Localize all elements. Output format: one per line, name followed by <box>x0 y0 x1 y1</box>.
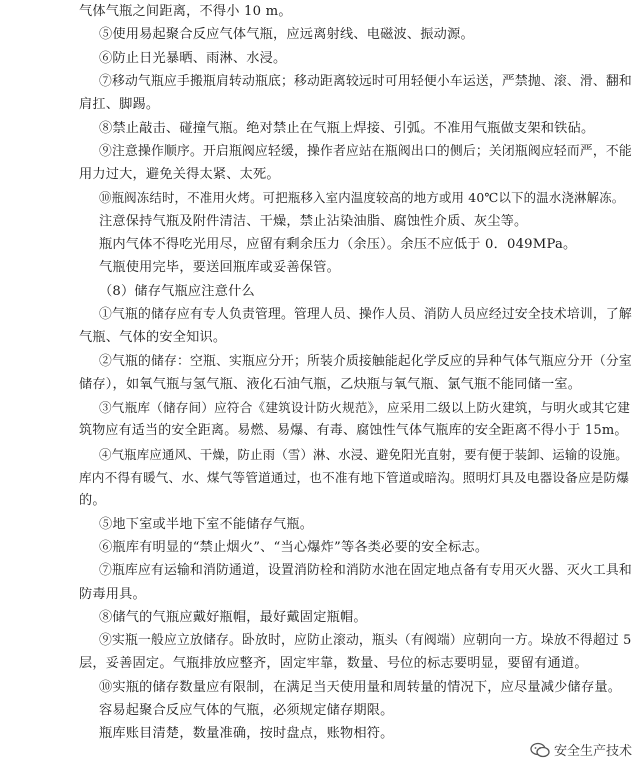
text-line: ⑨实瓶一般应立放储存。卧放时，应防止滚动，瓶头（有阀端）应朝向一方。垛放不得超过 5 <box>99 633 632 649</box>
text-line: ②气瓶的储存：空瓶、实瓶应分开；所装介质接触能起化学反应的异种气体气瓶应分开（分室 <box>99 353 632 369</box>
text-line: 注意保持气瓶及附件清洁、干燥，禁止沾染油脂、腐蚀性介质、灰尘等。 <box>99 213 528 229</box>
text-line: ⑧储气的气瓶应戴好瓶帽，最好戴固定瓶帽。 <box>99 609 367 625</box>
text-line: 库内不得有暖气、水、煤气等管道通过，也不准有地下管道或暗沟。照明灯具及电器设备应是防爆 <box>79 470 630 485</box>
text-line: 肩扛、脚踢。 <box>79 97 160 113</box>
text-line: ③气瓶库（储存间）应符合《建筑设计防火规范》，应采用二级以上防火建筑，与明火或其它建 <box>99 400 631 416</box>
text-line: ⑤使用易起聚合反应气体气瓶，应远离射线、电磁波、振动源。 <box>99 27 474 43</box>
text-line: 用力过大，避免关得太紧、太死。 <box>79 167 280 183</box>
watermark <box>530 740 632 759</box>
text-line: ⑦瓶库应有运输和消防通道，设置消防栓和消防水池在固定地点备有专用灭火器、灭火工具和 <box>99 563 632 579</box>
text-line: 瓶内气体不得吃光用尽，应留有剩余压力（余压）。余压不应低于 0．049MPa。 <box>99 237 577 252</box>
text-line: ⑧禁止敲击、碰撞气瓶。绝对禁止在气瓶上焊接、引弧。不准用气瓶做支架和铁砧。 <box>99 120 595 136</box>
text-line: ⑩实瓶的储存数量应有限制，在满足当天使用量和周转量的情况下，应尽量减少储存量。 <box>99 679 622 695</box>
text-line: ①气瓶的储存应有专人负责管理。管理人员、操作人员、消防人员应经过安全技术培训，了解 <box>99 306 632 322</box>
text-line: ⑥防止日光暴晒、雨淋、水浸。 <box>99 50 287 66</box>
text-line: ⑤地下室或半地下室不能储存气瓶。 <box>99 516 314 532</box>
section-heading: （8）储存气瓶应注意什么 <box>99 283 255 299</box>
wechat-icon <box>530 742 550 758</box>
text-line: 的。 <box>79 493 106 509</box>
text-line: ⑥瓶库有明显的“禁止烟火”、“当心爆炸”等各类必要的安全标志。 <box>99 539 489 555</box>
text-line: 气体气瓶之间距离，不得小 10 m。 <box>79 4 292 19</box>
text-line: 筑物应有适当的安全距离。易燃、易爆、有毒、腐蚀性气体气瓶库的安全距离不得小于 15m。 <box>79 423 628 439</box>
text-line: 储存），如氧气瓶与氢气瓶、液化石油气瓶，乙炔瓶与氧气瓶、氯气瓶不能同储一室。 <box>79 376 582 392</box>
text-line: 气瓶、气体的安全知识。 <box>79 330 227 346</box>
text-line: 防毒用具。 <box>79 586 146 602</box>
text-line: ④气瓶库应通风、干燥，防止雨（雪）淋、水浸、避免阳光直射，要有便于装卸、运输的设施。 <box>99 446 628 462</box>
watermark-text: 安全生产技术 <box>553 744 632 759</box>
text-line: ⑩瓶阀冻结时，不准用火烤。可把瓶移入室内温度较高的地方或用 40℃以下的温水浇淋解冻。 <box>99 190 625 206</box>
text-line: 瓶库账目清楚，数量准确，按时盘点，账物相符。 <box>99 726 394 742</box>
text-line: 容易起聚合反应气体的气瓶，必须规定储存期限。 <box>99 703 394 718</box>
text-line: 气瓶使用完毕，要送回瓶库或妥善保管。 <box>99 260 340 276</box>
text-line: ⑨注意操作顺序。开启瓶阀应轻缓，操作者应站在瓶阀出口的侧后；关闭瓶阀应轻而严，不能 <box>99 143 632 159</box>
text-line: ⑦移动气瓶应手搬瓶肩转动瓶底；移动距离较远时可用轻便小车运送，严禁抛、滚、滑、翻和 <box>99 73 632 89</box>
text-line: 层，妥善固定。气瓶排放应整齐，固定牢靠，数量、号位的标志要明显，要留有通道。 <box>79 656 588 672</box>
